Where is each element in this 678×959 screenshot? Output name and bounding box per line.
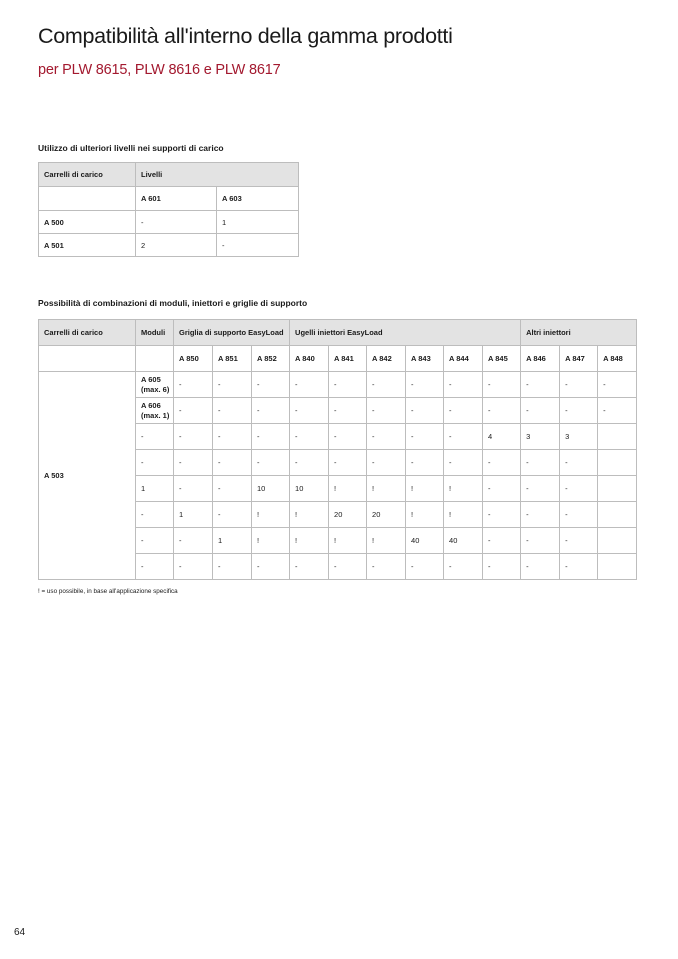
col-carrelli-header: Carrelli di carico [39, 320, 136, 346]
table-cell: - [174, 424, 213, 450]
table-cell: - [367, 554, 406, 580]
table-row [39, 211, 299, 234]
table-cell: - [174, 528, 213, 554]
table-cell: ! [406, 502, 444, 528]
level-code: A 601 [136, 187, 217, 211]
table-cell [598, 528, 637, 554]
table-cell: 2 [136, 234, 217, 257]
table-cell: ! [329, 528, 367, 554]
table-cell: 20 [367, 502, 406, 528]
table-cell: - [483, 502, 521, 528]
table-cell: - [483, 398, 521, 424]
table-cell: ! [444, 502, 483, 528]
table-cell: - [483, 476, 521, 502]
table-cell: - [329, 450, 367, 476]
product-code-header: A 844 [444, 346, 483, 372]
table-cell: - [367, 450, 406, 476]
table-cell: 20 [329, 502, 367, 528]
table-cell: ! [329, 476, 367, 502]
table-cell: - [483, 528, 521, 554]
modulo-cell: 1 [136, 476, 174, 502]
table-cell: - [174, 554, 213, 580]
table-cell: 1 [217, 211, 299, 234]
table-cell: - [213, 476, 252, 502]
group-ugelli-header: Ugelli iniettori EasyLoad [290, 320, 521, 346]
table-cell: 1 [174, 502, 213, 528]
table-cell: - [598, 398, 637, 424]
modulo-cell: - [136, 424, 174, 450]
table2-heading: Possibilità di combinazioni di moduli, iniettori e griglie di supporto [38, 298, 308, 308]
group-griglia-header: Griglia di supporto EasyLoad [174, 320, 290, 346]
modulo-cell: - [136, 502, 174, 528]
table-cell: - [560, 502, 598, 528]
product-code-header: A 846 [521, 346, 560, 372]
col-livelli-header: Livelli [136, 163, 299, 187]
table-cell: 1 [213, 528, 252, 554]
modulo-cell: - [136, 450, 174, 476]
table-cell [598, 554, 637, 580]
table-cell: ! [444, 476, 483, 502]
table-cell: - [521, 502, 560, 528]
table-cell: - [444, 424, 483, 450]
table-cell: ! [252, 502, 290, 528]
table-cell: - [560, 554, 598, 580]
empty-cell [39, 346, 136, 372]
table-cell: - [329, 398, 367, 424]
table1-heading: Utilizzo di ulteriori livelli nei supporti di carico [38, 143, 224, 153]
table-cell: - [521, 528, 560, 554]
table-cell: - [174, 476, 213, 502]
table-cell: - [406, 372, 444, 398]
table-cell: - [367, 372, 406, 398]
table-cell: - [252, 398, 290, 424]
table-cell: 10 [290, 476, 329, 502]
table-cell: - [252, 450, 290, 476]
table-cell: - [521, 450, 560, 476]
table-cell: - [213, 554, 252, 580]
table-cell: - [213, 502, 252, 528]
table-cell: - [444, 398, 483, 424]
table-cell: - [290, 424, 329, 450]
empty-cell [136, 346, 174, 372]
product-code-header: A 845 [483, 346, 521, 372]
page-title: Compatibilità all'interno della gamma prodotti [38, 24, 453, 48]
table-cell: - [252, 424, 290, 450]
carrello-label: A 503 [39, 372, 136, 580]
table-cell: 40 [406, 528, 444, 554]
table-cell: - [560, 372, 598, 398]
col-carrelli-header: Carrelli di carico [39, 163, 136, 187]
product-code-header: A 843 [406, 346, 444, 372]
table-cell: - [444, 450, 483, 476]
table-cell: ! [290, 528, 329, 554]
product-code-header: A 851 [213, 346, 252, 372]
table-cell: - [252, 372, 290, 398]
table-cell: - [406, 450, 444, 476]
table-cell: - [329, 424, 367, 450]
product-code-header: A 848 [598, 346, 637, 372]
table-cell: 4 [483, 424, 521, 450]
table-row [39, 372, 637, 398]
table-cell: - [290, 554, 329, 580]
table-cell: - [521, 554, 560, 580]
page-subtitle: per PLW 8615, PLW 8616 e PLW 8617 [38, 62, 281, 78]
group-altri-header: Altri iniettori [521, 320, 637, 346]
table-cell [598, 424, 637, 450]
table-cell: ! [367, 476, 406, 502]
table-cell [598, 450, 637, 476]
table-cell: - [136, 211, 217, 234]
product-code-header: A 840 [290, 346, 329, 372]
product-code-header: A 841 [329, 346, 367, 372]
table-cell: - [367, 398, 406, 424]
table-cell: - [213, 398, 252, 424]
table-cell: - [290, 450, 329, 476]
row-label: A 500 [39, 211, 136, 234]
footnote: ! = uso possibile, in base all'applicazione specifica [38, 588, 178, 595]
table-cell: - [217, 234, 299, 257]
level-code: A 603 [217, 187, 299, 211]
modulo-cell: A 605 (max. 6) [136, 372, 174, 398]
table-cell: - [290, 398, 329, 424]
table-cell: - [406, 554, 444, 580]
product-code-header: A 847 [560, 346, 598, 372]
table-cell: - [329, 554, 367, 580]
table-cell: 10 [252, 476, 290, 502]
row-label: A 501 [39, 234, 136, 257]
table-cell: - [483, 372, 521, 398]
table-cell: - [174, 450, 213, 476]
product-code-header: A 842 [367, 346, 406, 372]
table-cell: - [598, 372, 637, 398]
table-cell [598, 476, 637, 502]
table-cell: - [521, 372, 560, 398]
table-cell: - [560, 450, 598, 476]
page-number: 64 [14, 927, 26, 938]
table-cell: - [444, 372, 483, 398]
product-code-header: A 852 [252, 346, 290, 372]
modulo-cell: - [136, 528, 174, 554]
table-cell: 3 [560, 424, 598, 450]
table-cell: - [406, 424, 444, 450]
table-cell: - [521, 476, 560, 502]
table-cell: ! [290, 502, 329, 528]
table-cell [598, 502, 637, 528]
table-cell: - [367, 424, 406, 450]
table-cell: - [213, 424, 252, 450]
modulo-cell: - [136, 554, 174, 580]
table-cell: ! [252, 528, 290, 554]
table-cell: - [329, 372, 367, 398]
table-cell: - [213, 372, 252, 398]
table-cell: - [174, 398, 213, 424]
table-cell: - [213, 450, 252, 476]
table-cell: - [406, 398, 444, 424]
table-cell: ! [367, 528, 406, 554]
table-cell: - [444, 554, 483, 580]
table-cell: - [483, 554, 521, 580]
table-cell: - [560, 528, 598, 554]
combinations-table [38, 319, 637, 580]
table-cell: - [560, 398, 598, 424]
table-cell: 3 [521, 424, 560, 450]
col-moduli-header: Moduli [136, 320, 174, 346]
modulo-cell: A 606 (max. 1) [136, 398, 174, 424]
table-cell: - [252, 554, 290, 580]
empty-cell [39, 187, 136, 211]
table-cell: - [483, 450, 521, 476]
product-code-header: A 850 [174, 346, 213, 372]
levels-table [38, 162, 299, 257]
table-cell: - [174, 372, 213, 398]
table-cell: - [290, 372, 329, 398]
table-cell: ! [406, 476, 444, 502]
table-cell: - [521, 398, 560, 424]
table-cell: 40 [444, 528, 483, 554]
table-cell: - [560, 476, 598, 502]
table-row [39, 234, 299, 257]
